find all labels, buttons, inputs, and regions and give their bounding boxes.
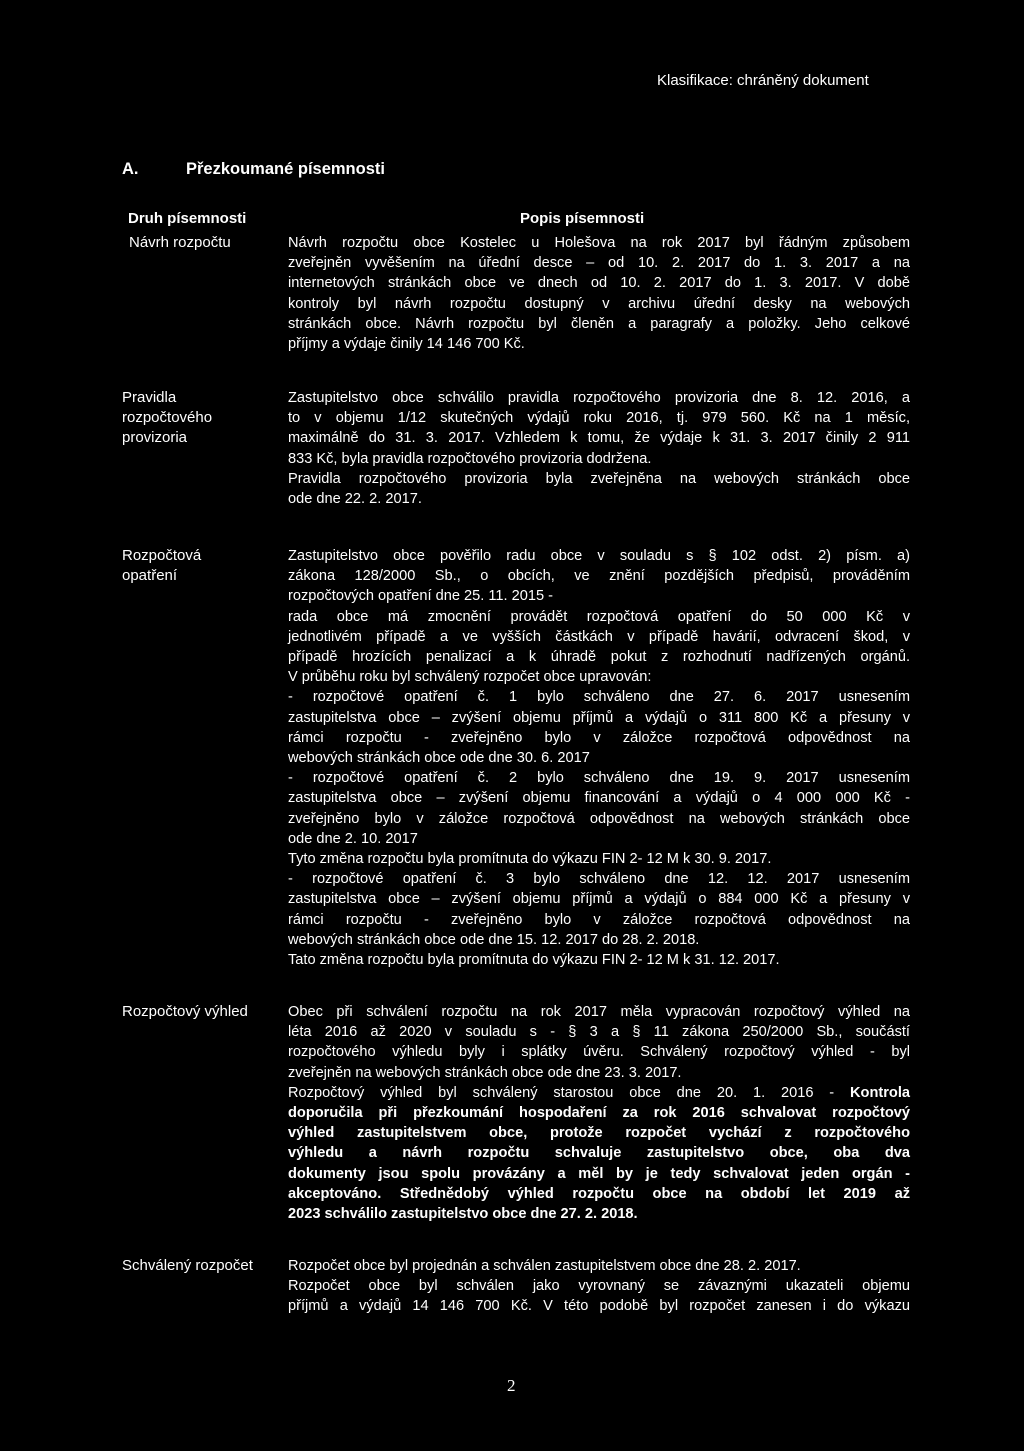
text-line: Rozpočet obce byl schválen jako vyrovnaný se závaznými ukazateli objemu xyxy=(288,1278,910,1295)
row-description-rozpoctova-opatreni xyxy=(288,546,910,970)
text-line: rámci rozpočtu - zveřejněno bylo v záložce rozpočtová odpovědnost na xyxy=(288,729,910,746)
row-label-line: Rozpočtový výhled xyxy=(122,1003,248,1020)
row-label-pravidla-provizoria xyxy=(122,388,212,449)
text-line: rada obce má zmocnění provádět rozpočtová opatření do 50 000 Kč v xyxy=(288,608,910,625)
text-line: internetových stránkách obce ve dnech od 10. 2. 2017 do 1. 3. 2017. V době xyxy=(288,275,910,292)
row-label-rozpoctova-opatreni xyxy=(122,546,201,586)
text-line-bold: výhled zastupitelstvem obce, protože rozpočet vychází z rozpočtového xyxy=(288,1125,910,1142)
row-label-rozpoctovy-vyhled xyxy=(122,1002,248,1022)
section-heading xyxy=(122,160,385,179)
text-line-bold: dokumenty jsou spolu provázány a měl by je tedy schvalovat jeden orgán - xyxy=(288,1165,910,1182)
text-line: Rozpočet obce byl projednán a schválen zastupitelstvem obce dne 28. 2. 2017. xyxy=(288,1258,801,1274)
text-line: ode dne 22. 2. 2017. xyxy=(288,491,422,508)
text-line: - rozpočtové opatření č. 1 bylo schváleno dne 27. 6. 2017 usnesením xyxy=(288,689,910,706)
classification-label: Klasifikace: chráněný dokument xyxy=(657,72,869,89)
text-line: zveřejněn na webových stránkách obce ode dne 23. 3. 2017. xyxy=(288,1064,682,1081)
text-line: Návrh rozpočtu obce Kostelec u Holešova na rok 2017 byl řádným způsobem xyxy=(288,235,910,251)
text-line: ode dne 2. 10. 2017 xyxy=(288,830,418,847)
row-label-line: Schválený rozpočet xyxy=(122,1257,253,1274)
text-line-bold: akceptováno. Střednědobý výhled rozpočtu obce na období let 2019 až xyxy=(288,1185,910,1202)
row-label-line: Návrh rozpočtu xyxy=(129,234,231,251)
row-label-line: provizoria xyxy=(122,429,188,447)
text-line: Tato změna rozpočtu byla promítnuta do výkazu FIN 2- 12 M k 31. 12. 2017. xyxy=(288,952,780,969)
row-description-rozpoctovy-vyhled xyxy=(288,1002,910,1224)
text-line: Zastupitelstvo obce pověřilo radu obce v souladu s § 102 odst. 2) písm. a) xyxy=(288,548,910,564)
text-line: Zastupitelstvo obce schválilo pravidla rozpočtového provizoria dne 8. 12. 2016, a xyxy=(288,390,910,406)
text-line: jednotlivém případě a ve vyšších částkách v případě havárií, odvracení škod, v xyxy=(288,628,910,645)
text-line: webových stránkách obce ode dne 30. 6. 2017 xyxy=(288,750,590,767)
section-letter: A. xyxy=(122,160,139,178)
text-line: léta 2016 až 2020 v souladu s - § 3 a § 11 zákona 250/2000 Sb., součástí xyxy=(288,1024,910,1041)
row-label-schvaleny-rozpocet xyxy=(122,1256,253,1276)
section-title: Přezkoumané písemnosti xyxy=(186,160,385,178)
text-line: zveřejněno bylo v záložce rozpočtová odpovědnost na webových stránkách obce xyxy=(288,810,910,827)
text-line: Pravidla rozpočtového provizoria byla zveřejněna na webových stránkách obce xyxy=(288,470,910,487)
text-line: - rozpočtové opatření č. 2 bylo schváleno dne 19. 9. 2017 usnesením xyxy=(288,770,910,787)
text-line-bold: výhledu a návrh rozpočtu schvaluje zastupitelstvo obce, oba dva xyxy=(288,1145,910,1162)
row-label-line: opatření xyxy=(122,567,178,585)
row-label-line: Pravidla xyxy=(122,389,177,406)
text-line: zveřejněn vyvěšením na úřední desce – od 10. 2. 2017 do 1. 3. 2017 a na xyxy=(288,255,910,272)
text-line-bold: 2023 schválilo zastupitelstvo obce dne 27. 2. 2018. xyxy=(288,1206,638,1223)
page-number: 2 xyxy=(507,1376,516,1395)
text-normal: Rozpočtový výhled byl schválený starostou obce dne 20. 1. 2016 - xyxy=(288,1084,850,1101)
text-line: zákona 128/2000 Sb., o obcích, ve znění pozdějších předpisů, prováděním xyxy=(288,568,910,585)
text-line: zastupitelstva obce – zvýšení objemu příjmů a výdajů o 311 800 Kč a přesuny v xyxy=(288,709,910,726)
text-line: - rozpočtové opatření č. 3 bylo schváleno dne 12. 12. 2017 usnesením xyxy=(288,871,910,888)
text-line: rámci rozpočtu - zveřejněno bylo v záložce rozpočtová odpovědnost na xyxy=(288,911,910,928)
row-description-schvaleny-rozpocet xyxy=(288,1256,910,1317)
text-line: webových stránkách obce ode dne 15. 12. 2017 do 28. 2. 2018. xyxy=(288,931,700,948)
text-line: příjmy a výdaje činily 14 146 700 Kč. xyxy=(288,336,525,353)
text-line: zastupitelstva obce – zvýšení objemu příjmů a výdajů o 884 000 Kč a přesuny v xyxy=(288,891,910,908)
row-label-line: rozpočtového xyxy=(122,409,213,427)
row-description-navrh-rozpoctu xyxy=(288,233,910,354)
text-line: případě hrozících penalizací a k úhradě pokut z rozhodnutí nadřízených orgánů. xyxy=(288,649,910,666)
column-header-type: Druh písemnosti xyxy=(128,210,247,227)
column-header-description: Popis písemnosti xyxy=(520,210,645,227)
text-line: Tyto změna rozpočtu byla promítnuta do výkazu FIN 2- 12 M k 30. 9. 2017. xyxy=(288,851,772,868)
text-line xyxy=(288,1083,910,1103)
text-line: kontroly byl návrh rozpočtu dostupný v archivu úřední desky na webových xyxy=(288,295,910,312)
text-bold: Kontrola xyxy=(850,1084,910,1101)
text-line: V průběhu roku byl schválený rozpočet obce upravován: xyxy=(288,669,652,686)
text-line: 833 Kč, byla pravidla rozpočtového provizoria dodržena. xyxy=(288,450,652,467)
text-line: rozpočtového výhledu byly i splátky úvěru. Schválený rozpočtový výhled - byl xyxy=(288,1044,910,1061)
text-line: zastupitelstva obce – zvýšení objemu financování a výdajů o 4 000 000 Kč - xyxy=(288,790,910,807)
row-label-navrh-rozpoctu xyxy=(129,233,231,253)
row-label-line: Rozpočtová xyxy=(122,547,202,564)
text-line: to v objemu 1/12 skutečných výdajů roku 2016, tj. 979 560. Kč na 1 měsíc, xyxy=(288,410,910,427)
text-line: stránkách obce. Návrh rozpočtu byl členěn a paragrafy a položky. Jeho celkové xyxy=(288,315,910,332)
row-description-pravidla-provizoria xyxy=(288,388,910,509)
text-line: příjmů a výdajů 14 146 700 Kč. V této podobě byl rozpočet zanesen i do výkazu xyxy=(288,1298,910,1315)
text-line: Obec při schválení rozpočtu na rok 2017 měla vypracován rozpočtový výhled na xyxy=(288,1004,910,1020)
text-line: rozpočtových opatření dne 25. 11. 2015 - xyxy=(288,588,554,605)
text-line: maximálně do 31. 3. 2017. Vzhledem k tomu, že výdaje k 31. 3. 2017 činily 2 911 xyxy=(288,430,910,447)
text-line-bold: doporučila při přezkoumání hospodaření za rok 2016 schvalovat rozpočtový xyxy=(288,1105,910,1122)
